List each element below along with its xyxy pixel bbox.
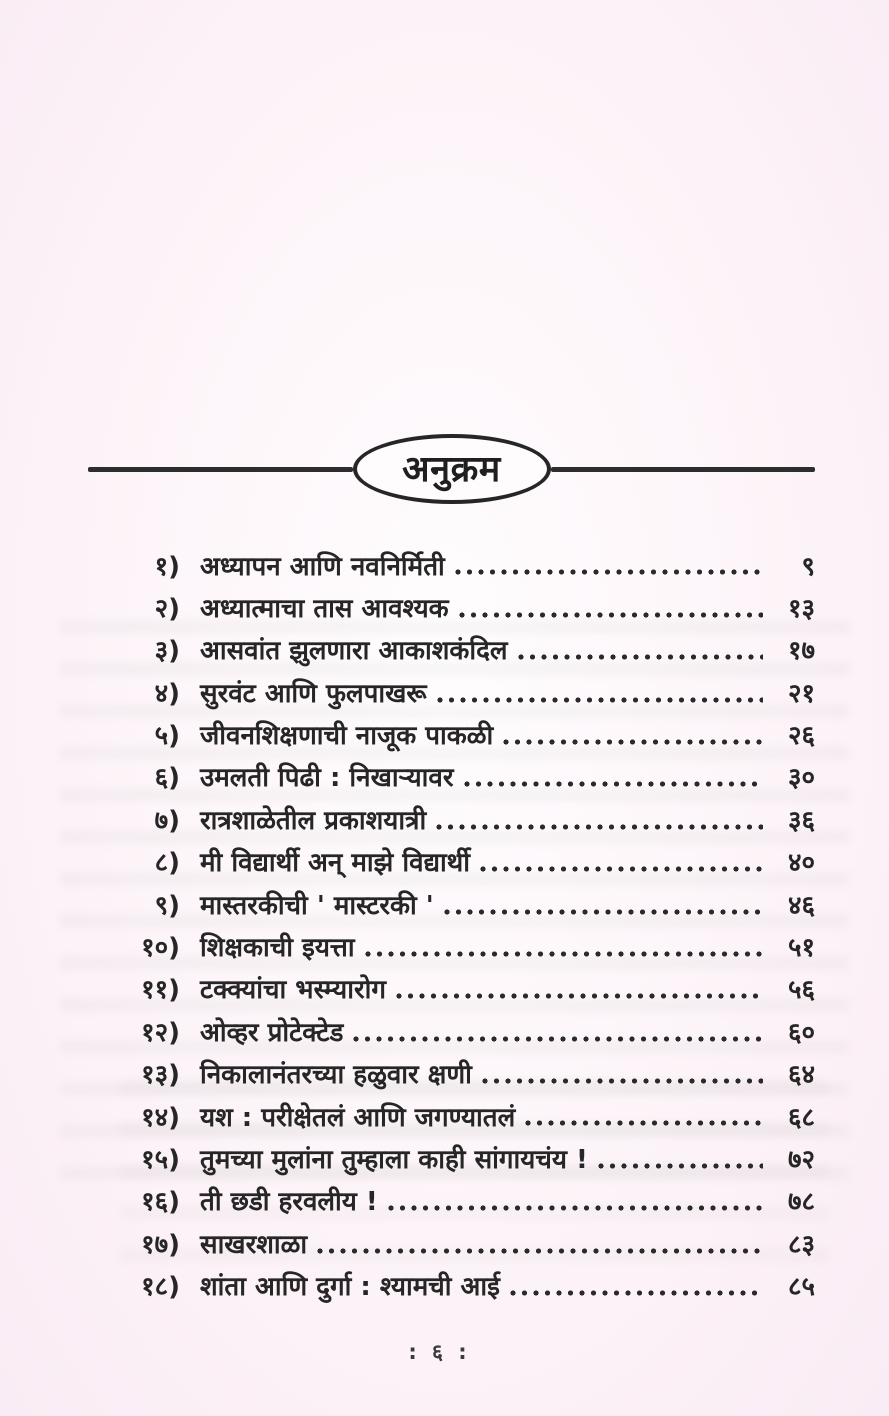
item-page-number: ४६ <box>787 890 815 921</box>
item-number: ११) <box>141 975 180 1006</box>
dotted-leader <box>365 951 763 957</box>
item-page-number: ३० <box>787 763 815 794</box>
item-title: जीवनशिक्षणाची नाजूक पाकळी <box>200 721 494 752</box>
page-title: अनुक्रम <box>402 448 501 490</box>
footer-page-number: : ६ : <box>408 1340 471 1364</box>
item-number: २) <box>154 593 180 624</box>
item-title: उमलती पिढी : निखाऱ्यावर <box>200 763 454 794</box>
item-number: १५) <box>141 1144 180 1175</box>
item-number: ३) <box>154 636 180 667</box>
dotted-leader <box>455 569 763 575</box>
item-title: अध्यात्माचा तास आवश्यक <box>200 593 449 624</box>
item-page-number: ८५ <box>787 1272 815 1303</box>
item-page-number: १७ <box>787 636 815 667</box>
item-page-number: ६० <box>787 1017 815 1048</box>
toc-row <box>132 625 815 667</box>
toc-row <box>132 1091 815 1133</box>
item-page-number: २६ <box>787 721 815 752</box>
dotted-leader <box>525 1120 763 1126</box>
toc-row <box>132 1261 815 1303</box>
item-number: १४) <box>141 1102 180 1133</box>
item-page-number: ३६ <box>787 805 815 836</box>
title-ornament-ellipse <box>353 434 551 504</box>
header-rule-right <box>551 467 816 472</box>
dotted-leader <box>437 697 763 703</box>
item-page-number: ८३ <box>787 1229 815 1260</box>
item-title: सुरवंट आणि फुलपाखरू <box>200 678 427 709</box>
item-page-number: ५६ <box>787 975 815 1006</box>
item-title: साखरशाळा <box>200 1229 308 1260</box>
toc-row <box>132 964 815 1006</box>
item-number: ६) <box>154 763 180 794</box>
dotted-leader <box>510 1290 763 1296</box>
toc-row <box>132 1049 815 1091</box>
dotted-leader <box>482 1078 763 1084</box>
toc-row <box>132 794 815 836</box>
dotted-leader <box>518 654 763 660</box>
toc-row <box>132 922 815 964</box>
toc-row <box>132 1218 815 1260</box>
item-title: टक्क्यांचा भस्म्यारोग <box>200 975 386 1006</box>
item-title: ओव्हर प्रोटेक्टेड <box>200 1017 344 1048</box>
header-rule-left <box>88 467 353 472</box>
item-page-number: ५१ <box>787 933 815 964</box>
item-title: ती छडी हरवलीय ! <box>200 1187 378 1218</box>
toc-row <box>132 879 815 921</box>
toc-row <box>132 1006 815 1048</box>
item-title: यश : परीक्षेतलं आणि जगण्यातलं <box>200 1102 516 1133</box>
toc-row <box>132 582 815 624</box>
toc-row <box>132 710 815 752</box>
item-number: ७) <box>154 805 180 836</box>
item-number: ४) <box>154 678 180 709</box>
item-number: १२) <box>141 1017 180 1048</box>
item-number: ८) <box>154 848 180 879</box>
item-title: रात्रशाळेतील प्रकाशयात्री <box>200 805 427 836</box>
dotted-leader <box>353 1036 763 1042</box>
item-title: मी विद्यार्थी अन् माझे विद्यार्थी <box>200 848 471 879</box>
dotted-leader <box>480 866 763 872</box>
item-title: निकालानंतरच्या हळुवार क्षणी <box>200 1060 472 1091</box>
dotted-leader <box>459 612 763 618</box>
item-page-number: ६४ <box>787 1060 815 1091</box>
dotted-leader <box>396 993 763 999</box>
item-number: १८) <box>141 1272 180 1303</box>
toc-row <box>132 667 815 709</box>
toc-row <box>132 752 815 794</box>
item-number: ९) <box>154 890 180 921</box>
item-page-number: २१ <box>787 678 815 709</box>
toc-list <box>132 540 815 1303</box>
item-number: १७) <box>141 1229 180 1260</box>
item-title: आसवांत झुलणारा आकाशकंदिल <box>200 636 508 667</box>
item-number: १६) <box>141 1187 180 1218</box>
item-number: १) <box>154 551 180 582</box>
toc-row <box>132 1133 815 1175</box>
item-title: मास्तरकीची ' मास्टरकी ' <box>200 890 434 921</box>
dotted-leader <box>317 1248 763 1254</box>
item-number: १३) <box>141 1060 180 1091</box>
dotted-leader <box>503 739 763 745</box>
chapter-header <box>88 430 815 508</box>
item-number: ५) <box>154 721 180 752</box>
item-number: १०) <box>141 933 180 964</box>
toc-row <box>132 540 815 582</box>
item-page-number: ७८ <box>787 1187 815 1218</box>
dotted-leader <box>444 909 763 915</box>
item-title: शांता आणि दुर्गा : श्यामची आई <box>200 1272 500 1303</box>
toc-row <box>132 1176 815 1218</box>
dotted-leader <box>388 1205 763 1211</box>
item-page-number: १३ <box>787 593 815 624</box>
item-page-number: ६८ <box>787 1102 815 1133</box>
dotted-leader <box>598 1163 763 1169</box>
item-title: अध्यापन आणि नवनिर्मिती <box>200 551 445 582</box>
item-page-number: ४० <box>787 848 815 879</box>
item-page-number: ७२ <box>787 1144 815 1175</box>
dotted-leader <box>436 824 763 830</box>
toc-row <box>132 837 815 879</box>
item-page-number: ९ <box>801 551 815 582</box>
item-title: शिक्षकाची इयत्ता <box>200 933 355 964</box>
item-title: तुमच्या मुलांना तुम्हाला काही सांगायचंय ! <box>200 1144 588 1175</box>
dotted-leader <box>464 781 763 787</box>
